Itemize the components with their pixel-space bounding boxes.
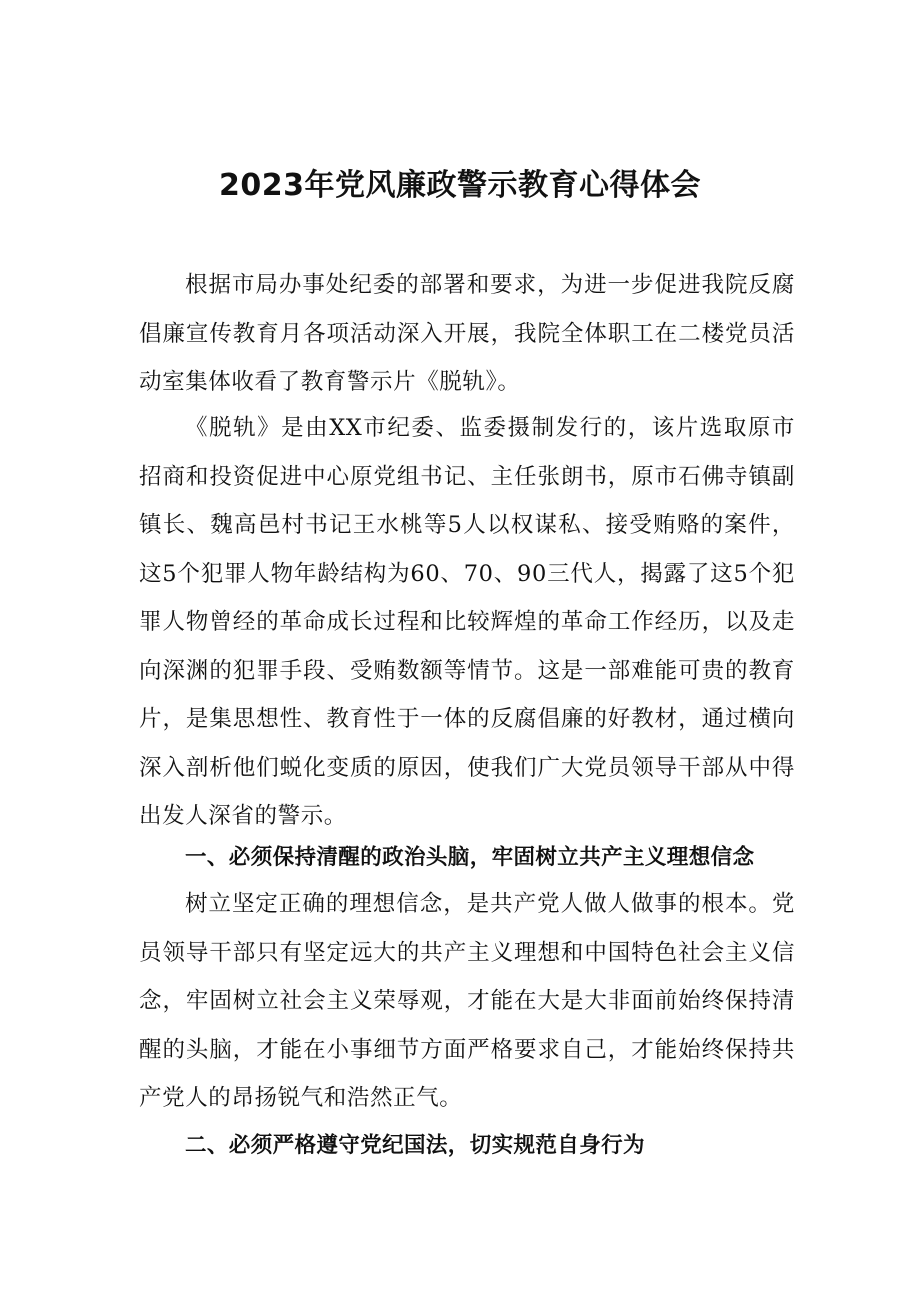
- document-title: 2023年党风廉政警示教育心得体会: [219, 168, 701, 203]
- paragraph-intro: 根据市局办事处纪委的部署和要求，为进一步促进我院反腐倡廉宣传教育月各项活动深入开展，我院全体职工在二楼党员活动室集体收看了教育警示片《脱轨》。: [139, 272, 795, 395]
- paragraph-film-summary: 《脱轨》是由XX市纪委、监委摄制发行的，该片选取原市招商和投资促进中心原党组书记、主任张朗书，原市石佛寺镇副镇长、魏高邑村书记王水桃等5人以权谋私、接受贿赂的案件，这5个犯罪人物年龄结构为60、70、90三代人，揭露了这5个犯罪人物曾经的革命成长过程和比较辉煌的革命工作经历，以及走向深渊的犯罪手段、受贿数额等情节。这是一部难能可贵的教育片，是集思想性、教育性于一体的反腐倡廉的好教材，通过横向深入剖析他们蜕化变质的原因，使我们广大党员领导干部从中得出发人深省的警示。: [139, 415, 795, 829]
- section-heading-2: 二、必须严格遵守党纪国法，切实规范自身行为: [185, 1133, 645, 1158]
- section-heading-1: 一、必须保持清醒的政治头脑，牢固树立共产主义理想信念: [185, 845, 755, 870]
- paragraph-ideals: 树立坚定正确的理想信念，是共产党人做人做事的根本。党员领导干部只有坚定远大的共产主义理想和中国特色社会主义信念，牢固树立社会主义荣辱观，才能在大是大非面前始终保持清醒的头脑，才能在小事细节方面严格要求自己，才能始终保持共产党人的昂扬锐气和浩然正气。: [139, 891, 795, 1111]
